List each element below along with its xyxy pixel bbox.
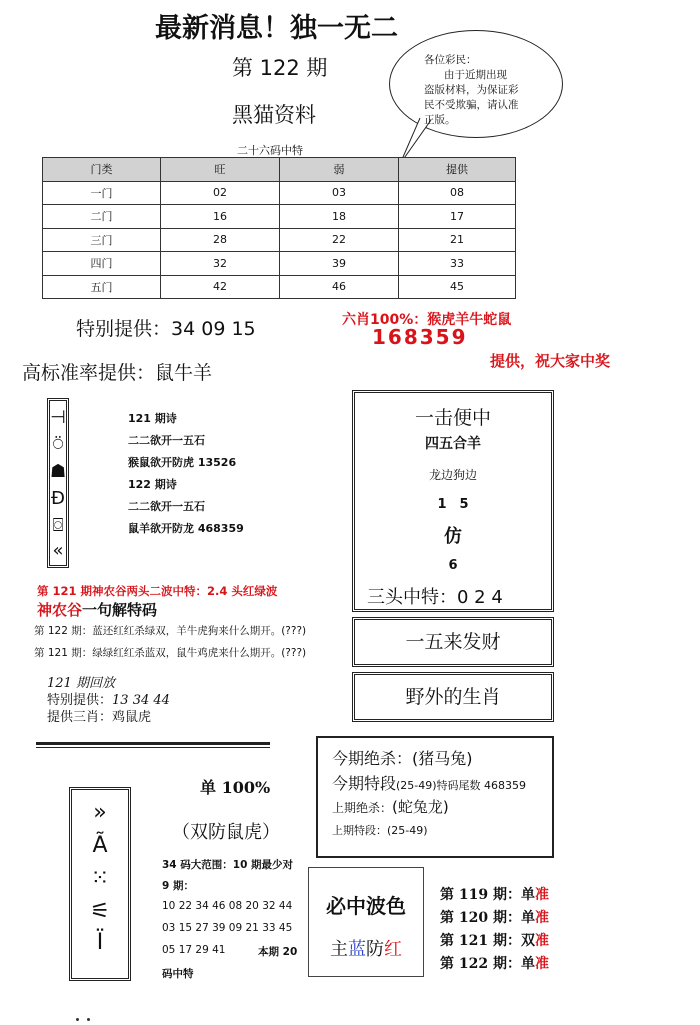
glyph-icon: ⚟ — [90, 899, 110, 924]
bubble-line: 民不受欺骗，请认准 — [424, 99, 519, 111]
history-item — [440, 930, 549, 953]
glyph-column-2 — [69, 787, 131, 981]
blessing: 提供，祝大家中奖 — [490, 352, 611, 370]
fortune-box: 一五来发财 — [352, 617, 554, 667]
cell: 32 — [161, 252, 280, 276]
cell: 45 — [399, 275, 516, 299]
history-dan: 单 — [520, 956, 535, 972]
high-rate-label: 高标准率提供： — [22, 362, 156, 384]
kill-l2-label: 今期特段 — [332, 774, 397, 793]
bubble-line: 由于近期出现 — [444, 69, 507, 81]
number-table — [42, 157, 516, 299]
strike-line3: 龙边狗边 — [428, 468, 477, 482]
cell: 28 — [161, 228, 280, 252]
history-item — [440, 953, 549, 976]
glyph-icon: ⁙ — [90, 866, 110, 891]
history-dan: 双 — [520, 933, 535, 949]
review-special-label: 特别提供： — [47, 693, 113, 708]
history-item — [440, 884, 549, 907]
bubble-text — [424, 53, 539, 128]
cell: 四门 — [43, 252, 161, 276]
poem-line: 鼠羊欲开防龙 468359 — [128, 522, 244, 535]
table-row — [43, 205, 516, 229]
special-label: 特别提供： — [76, 318, 172, 340]
poem-line: 122 期诗 — [128, 478, 177, 491]
history-dan: 单 — [520, 910, 535, 926]
kill-line-2 — [332, 771, 526, 794]
shennong-title — [37, 599, 157, 620]
cell: 08 — [399, 181, 516, 205]
review-three-label: 提供三肖： — [47, 710, 113, 725]
col-header: 提供 — [399, 158, 516, 182]
cell: 17 — [399, 205, 516, 229]
glyph-icon: » — [93, 800, 107, 825]
single-tail: 本期 20 — [258, 946, 298, 958]
poem-lines — [128, 408, 244, 540]
poem-line: 121 期诗 — [128, 412, 177, 425]
kill-line-4 — [332, 822, 428, 838]
poem-line: 猴鼠欲开防虎 13526 — [128, 456, 237, 469]
strike-fang: 仿 — [444, 526, 462, 547]
single-title: 单 100% — [200, 778, 271, 797]
cell: 一门 — [43, 181, 161, 205]
single-row-2: 03 15 27 39 09 21 33 45 — [162, 922, 293, 934]
history-dan: 单 — [520, 887, 535, 903]
wave-value — [309, 935, 423, 961]
kill-line-3 — [332, 796, 449, 817]
cell: 39 — [280, 252, 399, 276]
strike-nums: 1 5 — [437, 497, 469, 512]
single-tail-2: 码中特 — [162, 968, 194, 980]
shennong-title-red: 神农谷 — [37, 601, 83, 619]
kill-l4-value: (25-49) — [387, 824, 428, 837]
history-label: 第 122 期： — [440, 956, 521, 972]
glyph-icon: ⌼ — [52, 515, 64, 536]
glyph-icon: ⊣ — [50, 407, 66, 428]
high-rate — [22, 358, 212, 385]
kill-l1-label: 今期绝杀： — [332, 749, 413, 768]
cell: 46 — [280, 275, 399, 299]
shennong-title-black: 一句解特码 — [82, 601, 158, 619]
poem-line: 二二欲开一五石 — [128, 434, 205, 447]
issue-number: 第 122 期 — [232, 56, 328, 80]
kill-l1-value: (猪马兔) — [412, 749, 473, 768]
glyph-icon: ⍥ — [52, 434, 64, 455]
history-result: 准 — [534, 933, 549, 949]
wave-main: 主 — [330, 939, 348, 960]
strike-line2: 四五合羊 — [425, 436, 481, 452]
single-row-3: 05 17 29 41 — [162, 944, 226, 956]
high-rate-value: 鼠牛羊 — [155, 362, 213, 384]
history-label: 第 119 期： — [440, 887, 521, 903]
review-special-value: 13 34 44 — [112, 693, 170, 708]
bubble-line: 各位彩民： — [424, 54, 477, 66]
table-header-row — [43, 158, 516, 182]
cell: 22 — [280, 228, 399, 252]
cell: 二门 — [43, 205, 161, 229]
table-caption: 二十六码中特 — [237, 144, 303, 157]
glyph-icon: Ï — [96, 930, 104, 955]
cell: 03 — [280, 181, 399, 205]
col-header: 旺 — [161, 158, 280, 182]
kill-line-1 — [332, 746, 473, 769]
history-list — [440, 884, 549, 976]
shennong-line-121: 第 121 期：绿绿红红杀蓝双，鼠牛鸡虎来什么期开。(???) — [34, 647, 307, 659]
bubble-line: 正版。 — [424, 114, 456, 126]
divider — [36, 742, 270, 745]
shennong-line-122: 第 122 期：蓝还红红杀绿双，羊牛虎狗来什么期开。(???) — [34, 625, 307, 637]
glyph-icon: Ɖ — [51, 488, 65, 509]
wave-title: 必中波色 — [326, 894, 406, 918]
cell: 16 — [161, 205, 280, 229]
table-row — [43, 275, 516, 299]
table-row — [43, 252, 516, 276]
wave-fang: 防 — [366, 939, 384, 960]
wild-zodiac-box: 野外的生肖 — [352, 672, 554, 722]
kill-l3-value: (蛇兔龙) — [392, 798, 449, 816]
single-note-2: 9 期： — [162, 880, 194, 892]
cell: 21 — [399, 228, 516, 252]
glyph-icon: ☗ — [50, 461, 67, 482]
strike-bottom: 三头中特：0 2 4 — [367, 587, 503, 608]
history-label: 第 121 期： — [440, 933, 521, 949]
six-zodiac-animals: 猴虎羊牛蛇鼠 — [427, 312, 512, 328]
kill-l2-value: (25-49)特码尾数 468359 — [396, 779, 527, 792]
cell: 02 — [161, 181, 280, 205]
subtitle: 黑猫资料 — [232, 103, 316, 127]
divider — [36, 747, 270, 748]
history-result: 准 — [534, 887, 549, 903]
cell: 三门 — [43, 228, 161, 252]
review-three-value: 鸡鼠虎 — [112, 710, 152, 725]
bubble-line: 盗版材料，为保证彩 — [424, 84, 519, 96]
kill-l4-label: 上期特段： — [332, 824, 387, 837]
glyph-icon: Ã — [92, 833, 108, 858]
history-label: 第 120 期： — [440, 910, 521, 926]
six-zodiac-label: 六肖100%： — [342, 312, 428, 328]
wave-red: 红 — [384, 939, 402, 960]
wave-blue: 蓝 — [348, 939, 366, 960]
history-result: 准 — [534, 910, 549, 926]
single-defend: （双防鼠虎） — [172, 822, 280, 843]
kill-box — [316, 736, 554, 858]
single-row-1: 10 22 34 46 08 20 32 44 — [162, 900, 293, 912]
special-value: 34 09 15 — [171, 318, 256, 340]
history-result: 准 — [534, 956, 549, 972]
cell: 33 — [399, 252, 516, 276]
strike-box — [352, 390, 554, 612]
special-offer — [76, 314, 256, 341]
review-title: 121 期回放 — [47, 676, 115, 691]
strike-title: 一击便中 — [414, 407, 491, 429]
glyph-icon: « — [52, 540, 64, 561]
wave-box — [308, 867, 424, 977]
six-zodiac-numbers: 168359 — [372, 325, 468, 349]
col-header: 弱 — [280, 158, 399, 182]
cell: 五门 — [43, 275, 161, 299]
kill-l3-label: 上期绝杀： — [332, 801, 393, 815]
bottom-dots — [76, 1006, 98, 1025]
history-item — [440, 907, 549, 930]
cell: 42 — [161, 275, 280, 299]
poem-line: 二二欲开一五石 — [128, 500, 205, 513]
review-block — [47, 675, 170, 726]
table-row — [43, 181, 516, 205]
glyph-column — [47, 398, 69, 568]
cell: 18 — [280, 205, 399, 229]
table-row — [43, 228, 516, 252]
page-title: 最新消息！独一无二 — [155, 13, 398, 44]
strike-num6: 6 — [448, 558, 458, 573]
single-note-1: 34 码大范围：10 期最少对 — [162, 859, 294, 871]
shennong-red-line: 第 121 期神农谷两头二波中特：2.4 头红绿波 — [37, 584, 278, 598]
col-header: 门类 — [43, 158, 161, 182]
